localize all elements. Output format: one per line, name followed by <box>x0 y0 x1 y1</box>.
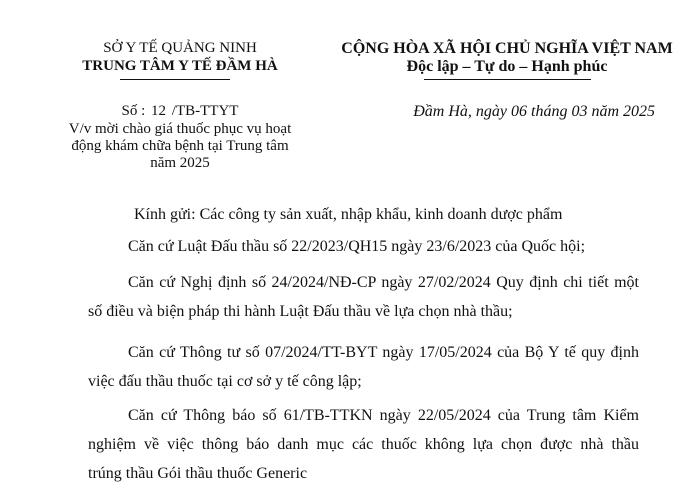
subject-line: động khám chữa bệnh tại Trung tâm <box>71 138 289 154</box>
paragraph-line: Căn cứ Luật Đấu thầu số 22/2023/QH15 ngày 23/6/2023 của Quốc hội; <box>128 238 586 255</box>
national-motto: Độc lập – Tự do – Hạnh phúc <box>406 58 608 75</box>
issuing-agency-block <box>30 40 330 75</box>
document-number <box>30 103 330 120</box>
agency-underline <box>120 79 230 80</box>
national-title-block <box>322 40 692 76</box>
paragraph-line: Căn cứ Thông báo số 61/TB-TTKN ngày 22/05/2024 của Trung tâm Kiểm <box>128 407 639 424</box>
paragraph-line: nghiệm về việc thông báo danh mục các thuốc không lựa chọn được nhà thầu <box>88 436 639 453</box>
department-name: SỞ Y TẾ QUẢNG NINH <box>103 40 257 56</box>
organization-name: TRUNG TÂM Y TẾ ĐẦM HÀ <box>82 58 278 74</box>
document-number-prefix: Số : <box>121 103 146 119</box>
paragraph-line: trúng thầu Gói thầu thuốc Generic <box>88 465 308 482</box>
document-date: Đầm Hà, ngày 06 tháng 03 năm 2025 <box>413 103 655 120</box>
paragraph-line: việc đấu thầu thuốc tại cơ sở y tế công lập; <box>88 373 362 390</box>
document-subject <box>30 121 330 172</box>
recipient-line: Kính gửi: Các công ty sản xuất, nhập khẩu, kinh doanh dược phẩm <box>134 206 563 223</box>
subject-line: V/v mời chào giá thuốc phục vụ hoạt <box>68 121 292 137</box>
paragraph-line: số điều và biện pháp thi hành Luật Đấu thầu về lựa chọn nhà thầu; <box>88 303 513 320</box>
document-number-value: 12 <box>151 103 167 119</box>
nation-title: CỘNG HÒA XÃ HỘI CHỦ NGHĨA VIỆT NAM <box>341 40 673 57</box>
paragraph-line: Căn cứ Thông tư số 07/2024/TT-BYT ngày 17/05/2024 của Bộ Y tế quy định <box>128 344 639 361</box>
document-number-suffix: /TB-TTYT <box>171 103 239 119</box>
paragraph-line: Căn cứ Nghị định số 24/2024/NĐ-CP ngày 27/02/2024 Quy định chi tiết một <box>128 274 639 291</box>
motto-underline <box>424 79 591 80</box>
subject-line: năm 2025 <box>150 155 210 171</box>
